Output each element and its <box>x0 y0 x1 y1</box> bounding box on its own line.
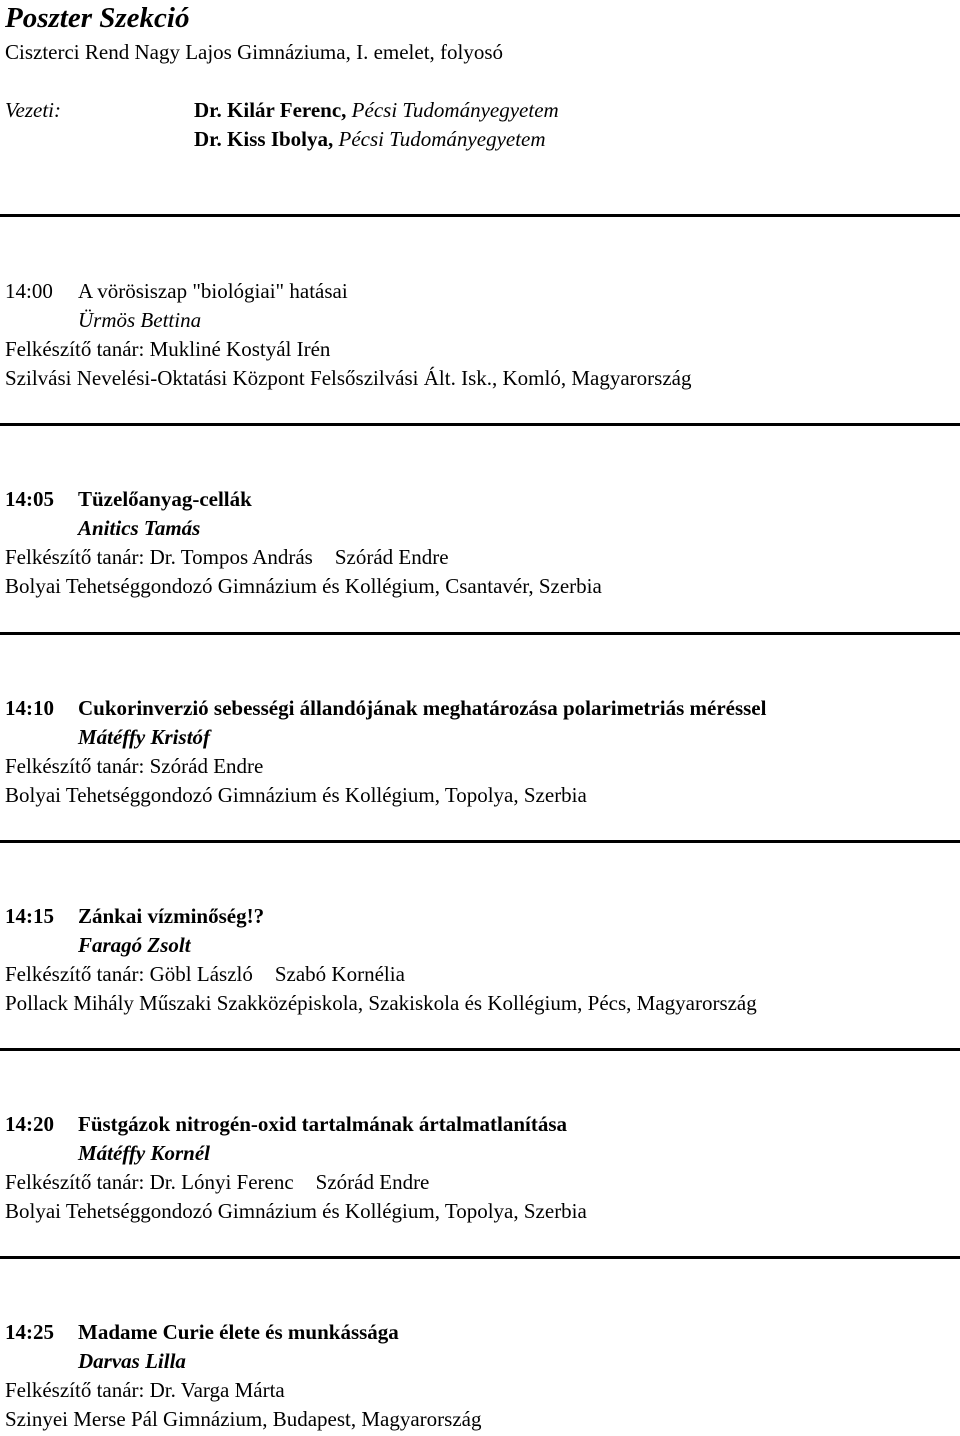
supervisor-name: Dr. Lónyi Ferenc <box>149 1170 294 1194</box>
session-3-headline <box>5 694 955 723</box>
session-3 <box>5 694 955 810</box>
leader-1-name: Dr. Kilár Ferenc, <box>194 98 347 122</box>
supervisor-name: Dr. Varga Márta <box>149 1378 285 1402</box>
session-3-supervisors <box>5 752 955 781</box>
divider <box>0 214 960 217</box>
page-title: Poszter Szekció <box>5 2 190 34</box>
session-5-supervisors <box>5 1168 955 1197</box>
session-5-title: Füstgázok nitrogén-oxid tartalmának ártalmatlanítása <box>78 1112 568 1136</box>
session-2-supervisors <box>5 543 955 572</box>
session-1-title: A vörösiszap "biológiai" hatásai <box>78 279 348 303</box>
supervisor-label: Felkészítő tanár: <box>5 1170 145 1194</box>
divider <box>0 1048 960 1051</box>
section-location: Ciszterci Rend Nagy Lajos Gimnáziuma, I. emelet, folyosó <box>5 40 504 64</box>
session-1-author: Ürmös Bettina <box>78 308 202 332</box>
supervisor-label: Felkészítő tanár: <box>5 962 145 986</box>
session-4-title: Zánkai vízminőség!? <box>78 904 265 928</box>
supervisor-name: Göbl László <box>149 962 253 986</box>
divider <box>0 423 960 426</box>
session-5 <box>5 1110 955 1226</box>
session-5-author: Mátéffy Kornél <box>78 1141 211 1165</box>
supervisor-label: Felkészítő tanár: <box>5 754 145 778</box>
supervisor-label: Felkészítő tanár: <box>5 1378 145 1402</box>
session-2-author: Anitics Tamás <box>78 516 201 540</box>
session-1-supervisors <box>5 335 955 364</box>
session-6-author: Darvas Lilla <box>78 1349 186 1373</box>
session-3-title: Cukorinverzió sebességi állandójának meghatározása polarimetriás méréssel <box>78 696 767 720</box>
session-2 <box>5 485 955 601</box>
supervisor-name: Mukliné Kostyál Irén <box>149 337 331 361</box>
session-5-time: 14:20 <box>5 1112 54 1136</box>
session-5-school: Bolyai Tehetséggondozó Gimnázium és Kollégium, Topolya, Szerbia <box>5 1199 587 1223</box>
divider <box>0 1256 960 1259</box>
session-6-school: Szinyei Merse Pál Gimnázium, Budapest, Magyarország <box>5 1407 482 1431</box>
session-2-school: Bolyai Tehetséggondozó Gimnázium és Kollégium, Csantavér, Szerbia <box>5 574 602 598</box>
session-6-time: 14:25 <box>5 1320 54 1344</box>
leaders-label: Vezeti: <box>5 98 61 122</box>
session-6-supervisors <box>5 1376 955 1405</box>
supervisor-name: Szórád Endre <box>334 545 449 569</box>
session-3-author: Mátéffy Kristóf <box>78 725 211 749</box>
supervisor-name: Szabó Kornélia <box>274 962 405 986</box>
session-5-headline <box>5 1110 955 1139</box>
session-2-headline <box>5 485 955 514</box>
supervisor-label: Felkészítő tanár: <box>5 545 145 569</box>
session-3-school: Bolyai Tehetséggondozó Gimnázium és Kollégium, Topolya, Szerbia <box>5 783 587 807</box>
leader-2-name: Dr. Kiss Ibolya, <box>194 127 334 151</box>
divider <box>0 840 960 843</box>
session-1 <box>5 277 955 393</box>
supervisor-name: Dr. Tompos András <box>149 545 313 569</box>
supervisor-label: Felkészítő tanár: <box>5 337 145 361</box>
session-1-school: Szilvási Nevelési-Oktatási Központ Felsőszilvási Ált. Isk., Komló, Magyarország <box>5 366 692 390</box>
session-4 <box>5 902 955 1018</box>
session-4-supervisors <box>5 960 955 989</box>
session-4-time: 14:15 <box>5 904 54 928</box>
session-4-author: Faragó Zsolt <box>78 933 191 957</box>
session-6-headline <box>5 1318 955 1347</box>
leader-1 <box>194 96 559 125</box>
leader-1-affiliation: Pécsi Tudományegyetem <box>351 98 559 122</box>
session-1-time: 14:00 <box>5 279 53 303</box>
leader-2-affiliation: Pécsi Tudományegyetem <box>338 127 546 151</box>
divider <box>0 632 960 635</box>
session-6-title: Madame Curie élete és munkássága <box>78 1320 399 1344</box>
session-3-time: 14:10 <box>5 696 54 720</box>
session-2-title: Tüzelőanyag-cellák <box>78 487 252 511</box>
session-2-time: 14:05 <box>5 487 54 511</box>
session-1-headline <box>5 277 955 306</box>
supervisor-name: Szórád Endre <box>315 1170 430 1194</box>
leader-2 <box>194 125 546 154</box>
session-4-school: Pollack Mihály Műszaki Szakközépiskola, Szakiskola és Kollégium, Pécs, Magyarország <box>5 991 757 1015</box>
supervisor-name: Szórád Endre <box>149 754 264 778</box>
session-4-headline <box>5 902 955 931</box>
session-6 <box>5 1318 955 1434</box>
